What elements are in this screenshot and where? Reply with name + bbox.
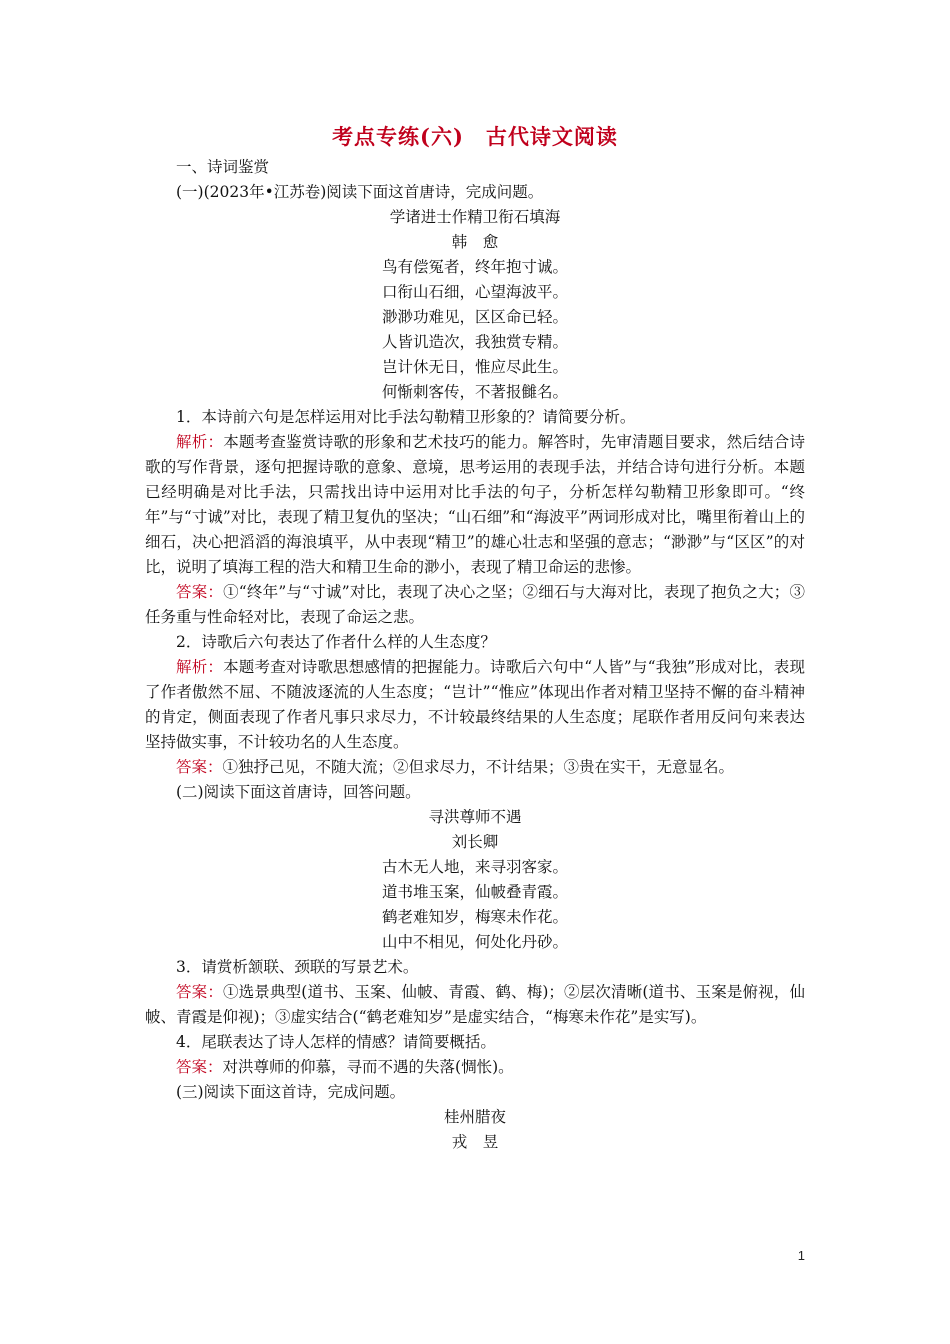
analysis-label: 解析： [176, 658, 224, 676]
poem1-title: 学诸进士作精卫衔石填海 [389, 208, 561, 226]
poem2-title: 寻洪尊师不遇 [428, 808, 522, 826]
poem1-author: 韩 愈 [451, 233, 499, 251]
poem2-author: 刘长卿 [451, 833, 499, 851]
page-number: 1 [797, 1248, 805, 1263]
part2-intro: (二)阅读下面这首唐诗，回答问题。 [176, 783, 421, 801]
poem1-line: 鸟有偿冤者，终年抱寸诚。 [381, 258, 568, 276]
answer-text: 对洪尊师的仰慕，寻而不遇的失落(惆怅)。 [222, 1058, 514, 1076]
document-body [145, 155, 805, 1155]
analysis-label: 解析： [176, 433, 224, 451]
question-3: 3．请赏析颔联、颈联的写景艺术。 [176, 958, 419, 976]
question-1-answer [145, 580, 805, 630]
answer-label: 答案： [176, 758, 223, 776]
part1-intro: (一)(2023年•江苏卷)阅读下面这首唐诗，完成问题。 [176, 183, 544, 201]
poem1-line: 人皆讥造次，我独赏专精。 [381, 333, 568, 351]
question-1: 1．本诗前六句是怎样运用对比手法勾勒精卫形象的？请简要分析。 [176, 408, 636, 426]
poem2-line: 古木无人地，来寻羽客家。 [381, 858, 568, 876]
poem1-line: 渺渺功难见，区区命已轻。 [381, 308, 568, 326]
page-title: 考点专练(六) 古代诗文阅读 [332, 124, 618, 149]
poem3-title: 桂州腊夜 [443, 1108, 506, 1126]
poem1-line: 岂计休无日，惟应尽此生。 [381, 358, 568, 376]
poem1-line: 何惭刺客传，不著报雠名。 [381, 383, 568, 401]
question-2-analysis [145, 655, 805, 755]
part3-intro: (三)阅读下面这首诗，完成问题。 [176, 1083, 406, 1101]
question-2: 2．诗歌后六句表达了作者什么样的人生态度？ [176, 633, 496, 651]
poem2-line: 道书堆玉案，仙帔叠青霞。 [381, 883, 568, 901]
answer-text: ①独抒己见，不随大流；②但求尽力，不计结果；③贵在实干，无意显名。 [222, 758, 735, 776]
analysis-text: 本题考查鉴赏诗歌的形象和艺术技巧的能力。解答时，先审清题目要求，然后结合诗歌的写作背景，逐句把握诗歌的意象、意境，思考运用的表现手法，并结合诗句进行分析。本题已经明确是对比手法，只需找出诗中运用对比手法的句子，分析怎样勾勒精卫形象即可。“终年”与“寸诚”对比，表现了精卫复仇的坚决；“山石细”和“海波平”两词形成对比，嘴里衔着山上的细石，决心把滔滔的海浪填平，从中表现“精卫”的雄心壮志和坚强的意志；“渺渺”与“区区”的对比，说明了填海工程的浩大和精卫生命的渺小，表现了精卫命运的悲惨。 [145, 433, 805, 576]
question-2-answer [145, 755, 805, 780]
section-heading: 一、诗词鉴赏 [176, 158, 270, 176]
question-4-answer [145, 1055, 805, 1080]
answer-text: ①选景典型(道书、玉案、仙帔、青霞、鹤、梅)；②层次清晰(道书、玉案是俯视，仙帔、青霞是仰视)；③虚实结合(“鹤老难知岁”是虚实结合，“梅寒未作花”是实写)。 [145, 983, 805, 1026]
analysis-text: 本题考查对诗歌思想感情的把握能力。诗歌后六句中“人皆”与“我独”形成对比，表现了作者傲然不屈、不随波逐流的人生态度；“岂计”“惟应”体现出作者对精卫坚持不懈的奋斗精神的肯定，侧面表现了作者凡事只求尽力，不计较最终结果的人生态度；尾联作者用反问句来表达坚持做实事，不计较功名的人生态度。 [145, 658, 805, 751]
question-4: 4．尾联表达了诗人怎样的情感？请简要概括。 [176, 1033, 496, 1051]
answer-label: 答案： [176, 983, 223, 1001]
answer-label: 答案： [176, 583, 224, 601]
poem1-line: 口衔山石细，心望海波平。 [381, 283, 568, 301]
poem2-line: 鹤老难知岁，梅寒未作花。 [381, 908, 568, 926]
answer-label: 答案： [176, 1058, 223, 1076]
question-3-answer [145, 980, 805, 1030]
question-1-analysis [145, 430, 805, 580]
answer-text: ①“终年”与“寸诚”对比，表现了决心之坚；②细石与大海对比，表现了抱负之大；③任务重与性命轻对比，表现了命运之悲。 [145, 583, 805, 626]
poem2-line: 山中不相见，何处化丹砂。 [381, 933, 568, 951]
poem3-author: 戎 昱 [451, 1133, 499, 1151]
